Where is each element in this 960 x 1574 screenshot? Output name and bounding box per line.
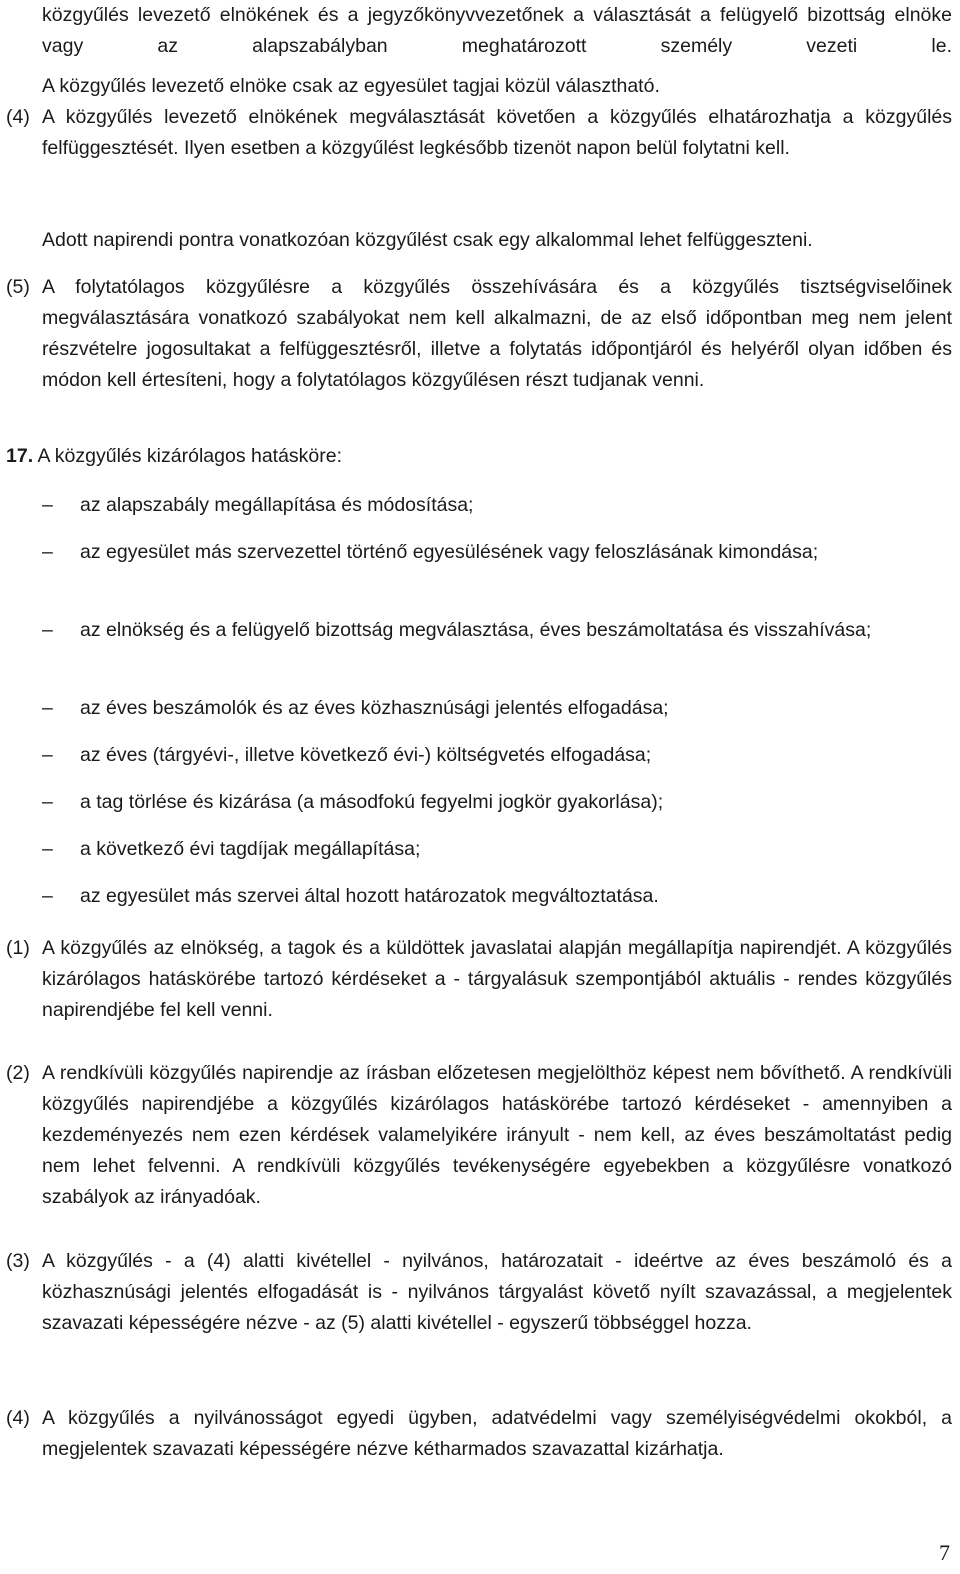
paragraph-number-3: (3): [6, 1250, 30, 1272]
paragraph-number-1: (1): [6, 937, 30, 959]
list-item-text: az éves (tárgyévi-, illetve következő évi-) költségvetés elfogadása;: [80, 744, 652, 766]
paragraph-5-text: A folytatólagos közgyűlésre a közgyűlés összehívására és a közgyűlés tisztségviselőinek megválasztására vonatkozó szabályokat nem kell alkalmazni, de az első időpontban meg nem jelent részvételre jogosultakat a felfüggesztésről, illetve a folytatás időpontjáról és helyéről olyan időben és módon kell értesíteni, hogy a folytatólagos közgyűlésen részt tudjanak venni.: [42, 276, 952, 391]
section-17-number: 17.: [6, 445, 34, 467]
dash-bullet-icon: –: [42, 744, 53, 766]
list-item-text: az elnökség és a felügyelő bizottság megválasztása, éves beszámoltatása és visszahívása;: [80, 619, 872, 641]
paragraph-4a-text: A közgyűlés levezető elnökének megválasztását követően a közgyűlés elhatározhatja a közgyűlés felfüggesztését. Ilyen esetben a közgyűlést legkésőbb tizenöt napon belül folytatni kell.: [42, 106, 952, 159]
paragraph-number-4a: (4): [6, 106, 30, 128]
paragraph-5: [42, 272, 952, 396]
paragraph-1: [42, 933, 952, 1026]
list-item-text: a tag törlése és kizárása (a másodfokú fegyelmi jogkör gyakorlása);: [80, 791, 664, 813]
paragraph-3: [42, 1246, 952, 1339]
paragraph-2-text: A rendkívüli közgyűlés napirendje az írásban előzetesen megjelölthöz képest nem bővíthető. A rendkívüli közgyűlés napirendjébe a közgyűlés kizárólagos hatáskörébe tartozó kérdéseket - amennyiben a kezdeményezés nem ezen kérdések valamelyikére irányult - nem kell, az éves beszámoltatást pedig nem lehet felvenni. A rendkívüli közgyűlés tevékenységére egyebekben a közgyűlésre vonatkozó szabályok az irányadóak.: [42, 1062, 952, 1208]
list-item-text: az egyesület más szervei által hozott határozatok megváltoztatása.: [80, 885, 659, 907]
paragraph-3-text: A közgyűlés - a (4) alatti kivétellel - nyilvános, határozatait - ideértve az éves beszámoló és a közhasznúsági jelentés elfogadását is - nyilvános tárgyalást követő nyílt szavazással, a megjelentek szavazati képességére nézve - az (5) alatti kivétellel - egyszerű többséggel hozza.: [42, 1250, 952, 1334]
dash-bullet-icon: –: [42, 541, 53, 563]
dash-bullet-icon: –: [42, 619, 53, 641]
dash-bullet-icon: –: [42, 697, 53, 719]
dash-bullet-icon: –: [42, 838, 53, 860]
list-item-text: az egyesület más szervezettel történő egyesülésének vagy feloszlásának kimondása;: [80, 541, 819, 563]
paragraph-2: [42, 1058, 952, 1213]
paragraph-4b-text: A közgyűlés a nyilvánosságot egyedi ügyben, adatvédelmi vagy személyiségvédelmi okokból, a megjelentek szavazati képességére nézve kétharmados szavazattal kizárhatja.: [42, 1407, 952, 1460]
paragraph-4b: [42, 1403, 952, 1465]
paragraph-number-2: (2): [6, 1062, 30, 1084]
page-number: 7: [939, 1540, 950, 1565]
intro-text: közgyűlés levezető elnökének és a jegyzőkönyvvezetőnek a választását a felügyelő bizottság elnöke vagy az alapszabályban meghatározott személy vezeti le.: [42, 4, 952, 57]
intro-note-text: A közgyűlés levezető elnöke csak az egyesület tagjai közül választható.: [42, 75, 660, 97]
paragraph-number-5: (5): [6, 276, 30, 298]
dash-bullet-icon: –: [42, 791, 53, 813]
intro-note: [42, 71, 952, 102]
section-17-heading: [6, 441, 342, 472]
list-item-text: az alapszabály megállapítása és módosítása;: [80, 494, 474, 516]
dash-bullet-icon: –: [42, 885, 53, 907]
paragraph-4a-note-text: Adott napirendi pontra vonatkozóan közgyűlést csak egy alkalommal lehet felfüggeszteni.: [42, 229, 813, 251]
paragraph-4a-note: [42, 225, 952, 256]
list-item-text: az éves beszámolók és az éves közhasznúsági jelentés elfogadása;: [80, 697, 669, 719]
paragraph-4a: [42, 102, 952, 164]
list-item-text: a következő évi tagdíjak megállapítása;: [80, 838, 421, 860]
paragraph-1-text: A közgyűlés az elnökség, a tagok és a küldöttek javaslatai alapján megállapítja napirendjét. A közgyűlés kizárólagos hatáskörébe tartozó kérdéseket a - tárgyalásuk szempontjából aktuális - rendes közgyűlés napirendjébe fel kell venni.: [42, 937, 952, 1021]
section-17-title: A közgyűlés kizárólagos hatásköre:: [37, 445, 343, 467]
paragraph-number-4b: (4): [6, 1407, 30, 1429]
dash-bullet-icon: –: [42, 494, 53, 516]
